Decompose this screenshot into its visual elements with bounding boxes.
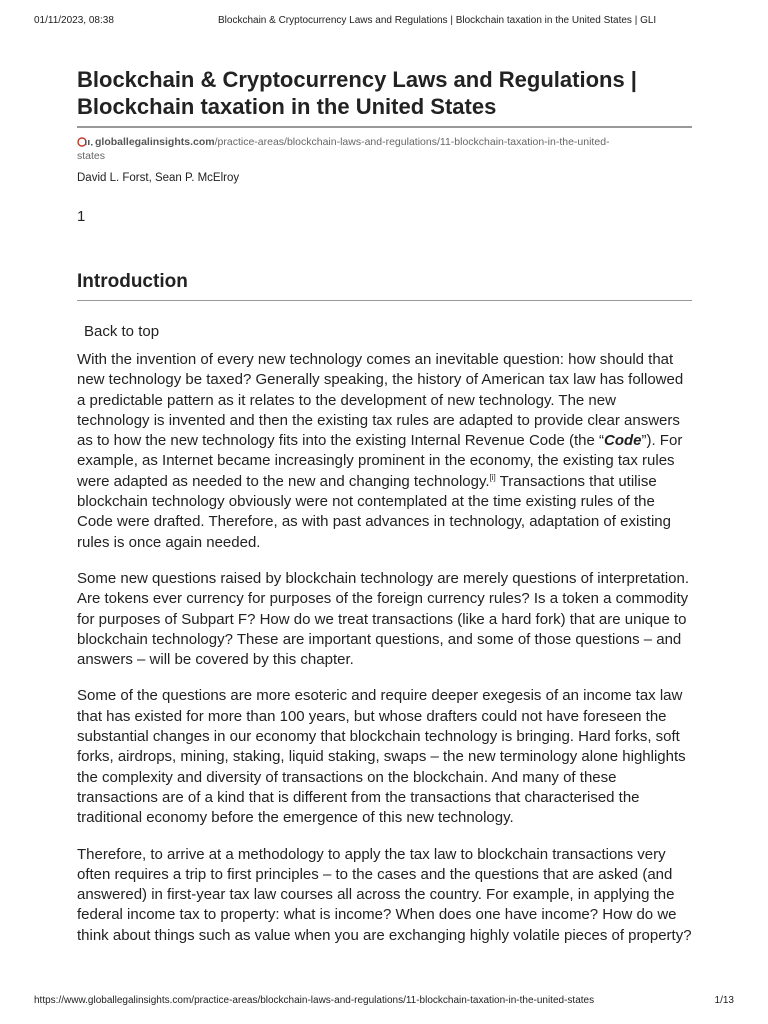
print-page-title: Blockchain & Cryptocurrency Laws and Regulations | Blockchain taxation in the United States | GLI bbox=[218, 15, 657, 26]
article-number: 1 bbox=[77, 208, 86, 225]
source-path[interactable]: /practice-areas/blockchain-laws-and-regulations/11-blockchain-taxation-in-the-united- bbox=[214, 136, 610, 148]
back-to-top-link[interactable]: Back to top bbox=[84, 323, 160, 340]
article-title-line2: Blockchain taxation in the United States bbox=[77, 94, 497, 119]
paragraph-4: Therefore, to arrive at a methodology to apply the tax law to blockchain transactions very often requires a trip to first principles – to the cases and the questions that are asked (and answered) in first-year tax law courses all across the country. For example, in applying the federal income tax to property: what is income? When does one have income? How do we think about things such as value when you are exchanging highly volatile pieces of property? bbox=[77, 845, 692, 944]
section-heading: Introduction bbox=[77, 271, 188, 292]
source-domain[interactable]: globallegalinsights.com bbox=[95, 136, 215, 148]
source-link[interactable] bbox=[77, 135, 692, 163]
gli-logo-icon bbox=[77, 137, 93, 147]
paragraph-1-text-b: ”). For example, as Internet became increasingly prominent in the economy, the existing tax rules were adapted as needed to the new and changing technology. bbox=[77, 432, 683, 490]
footnote-link[interactable]: [i] bbox=[489, 472, 496, 482]
code-term: Code bbox=[603, 432, 642, 450]
paragraph-1-text-c: Transactions that utilise blockchain technology obviously were not contemplated at the time existing rules of the Code were drafted. Therefore, as with past advances in technology, adaptation of existing rules is once again needed. bbox=[77, 472, 671, 551]
paragraph-3: Some of the questions are more esoteric and require deeper exegesis of an income tax law that has existed for more than 100 years, but whose drafters could not have foreseen the substantial changes in our economy that blockchain technology is bringing. Hard forks, soft forks, airdrops, mining, staking, liquid staking, swaps – the new terminology alone highlights the complexity and diversity of transactions on the blockchain. And many of these transactions are of a kind that is different from the transactions that characterised the traditional economy before the emergence of this new technology. bbox=[77, 687, 686, 827]
article-title-line1: Blockchain & Cryptocurrency Laws and Regulations | bbox=[77, 67, 637, 92]
section-divider bbox=[77, 300, 692, 301]
source-path-end[interactable]: states bbox=[77, 150, 106, 162]
title-divider bbox=[77, 126, 692, 128]
paragraph-2: Some new questions raised by blockchain technology are merely questions of interpretation. Are tokens ever currency for purposes of the foreign currency rules? Is a token a commodity for purposes of Subpart F? How do we treat transactions (like a hard fork) that are unique to blockchain technology? These are important questions, and some of those questions – and answers – will be covered by this chapter. bbox=[77, 569, 690, 669]
authors: David L. Forst, Sean P. McElroy bbox=[77, 172, 240, 184]
article-content bbox=[77, 66, 692, 946]
article-title bbox=[77, 66, 692, 120]
print-footer-url: https://www.globallegalinsights.com/practice-areas/blockchain-laws-and-regulations/11-blockchain-taxation-in-the-united-states bbox=[34, 995, 595, 1006]
page-number: 1/13 bbox=[714, 995, 734, 1006]
print-date: 01/11/2023, 08:38 bbox=[34, 15, 114, 26]
paragraph-1-text-a: With the invention of every new technology comes an inevitable question: how should that new technology be taxed? Generally speaking, the history of American tax law has followed a predictable pattern as it relates to the development of new technology. The new technology is invented and then the existing tax rules are adapted to provide clear answers as to how the new technology fits into the existing Internal Revenue Code (the “ bbox=[77, 351, 684, 450]
paragraph-1 bbox=[77, 350, 692, 553]
